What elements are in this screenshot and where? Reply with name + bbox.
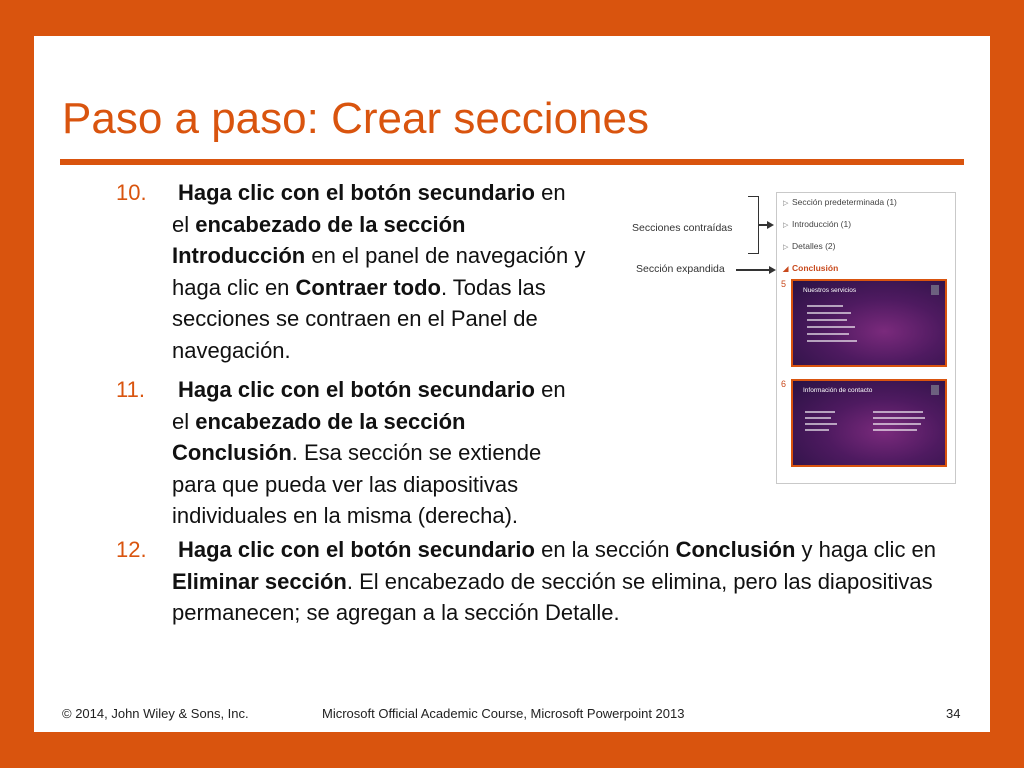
step-text-part: en el [172, 180, 566, 237]
slide-thumbnail [791, 279, 947, 367]
callout-arrow-head [769, 266, 776, 274]
step-lead: Haga clic con el botón secundario [178, 180, 535, 205]
slide-corner-mark [931, 285, 939, 295]
navigation-pane-screenshot [776, 192, 956, 484]
step-11 [116, 374, 586, 532]
collapsed-triangle-icon: ▷ [783, 244, 789, 251]
step-text-part: . Todas las secciones se contraen en el Panel de navegación. [172, 274, 546, 363]
step-text-part: . Esa sección se extiende para que pueda ver las diapositivas individuales en la misma (derecha). [172, 440, 542, 528]
slide-text-line [873, 417, 925, 419]
slide-thumbnail-title: Nuestros servicios [803, 287, 857, 294]
slide-text-line [807, 326, 855, 328]
slide [34, 36, 990, 732]
step-text [172, 177, 586, 366]
title-rule [60, 159, 964, 165]
step-text-part: y haga clic en [795, 537, 937, 562]
step-12 [116, 534, 946, 629]
step-lead: Haga clic con el botón secundario [178, 537, 535, 562]
collapsed-triangle-icon: ▷ [783, 222, 789, 229]
slide-title: Paso a paso: Crear secciones [62, 94, 649, 143]
slide-text-line [807, 340, 857, 342]
slide-text-line [807, 305, 843, 307]
slide-number: 5 [781, 279, 787, 289]
step-text-part: en el panel de navegación y haga clic en [172, 243, 586, 300]
slide-text-line [805, 411, 835, 413]
nav-section-label: Introducción (1) [792, 219, 852, 229]
step-bold: encabezado de la sección Conclusión [172, 408, 466, 465]
slide-corner-mark [931, 385, 939, 395]
step-number: 10. [116, 180, 147, 205]
step-bold: Conclusión [675, 537, 796, 562]
step-text-part: . El encabezado de sección se elimina, pero las diapositivas permanecen; se agregan a la sección Detalle. [172, 568, 933, 625]
footer-page-number: 34 [946, 706, 961, 721]
step-bold: Eliminar sección [172, 568, 347, 594]
step-text-part: en la sección [534, 537, 676, 562]
footer-copyright: © 2014, John Wiley & Sons, Inc. [62, 706, 249, 721]
callout-collapsed-sections: Secciones contraídas [632, 222, 733, 234]
slide-text-line [873, 411, 923, 413]
step-bold: Contraer todo [295, 274, 441, 300]
callout-arrow-line [736, 269, 770, 271]
step-text [172, 534, 946, 629]
slide-thumbnail-title: Información de contacto [803, 387, 873, 394]
callout-expanded-section: Sección expandida [636, 263, 725, 275]
step-text-part: en el [172, 377, 566, 434]
slide-text-line [873, 429, 917, 431]
nav-section-default [783, 197, 897, 207]
nav-section-label: Conclusión [792, 263, 839, 273]
step-number: 11. [116, 377, 145, 402]
collapsed-triangle-icon: ▷ [783, 200, 789, 207]
nav-section-intro [783, 219, 851, 229]
nav-section-label: Detalles (2) [792, 241, 836, 251]
nav-section-label: Sección predeterminada (1) [792, 197, 897, 207]
step-number: 12. [116, 537, 147, 562]
slide-text-line [807, 333, 849, 335]
slide-number: 6 [781, 379, 787, 389]
slide-text-line [805, 417, 831, 419]
expanded-triangle-icon: ◢ [783, 266, 789, 273]
footer-course: Microsoft Official Academic Course, Microsoft Powerpoint 2013 [322, 706, 685, 721]
slide-text-line [805, 423, 837, 425]
slide-text-line [873, 423, 921, 425]
nav-section-conclusion [783, 263, 838, 273]
nav-section-details [783, 241, 835, 251]
slide-text-line [805, 429, 829, 431]
slide-thumbnail [791, 379, 947, 467]
slide-text-line [807, 312, 851, 314]
callout-arrow-head [767, 221, 774, 229]
step-text [172, 374, 586, 532]
step-lead: Haga clic con el botón secundario [178, 377, 535, 402]
step-10 [116, 177, 586, 366]
slide-text-line [807, 319, 847, 321]
step-bold: encabezado de la sección Introducción [172, 211, 466, 268]
